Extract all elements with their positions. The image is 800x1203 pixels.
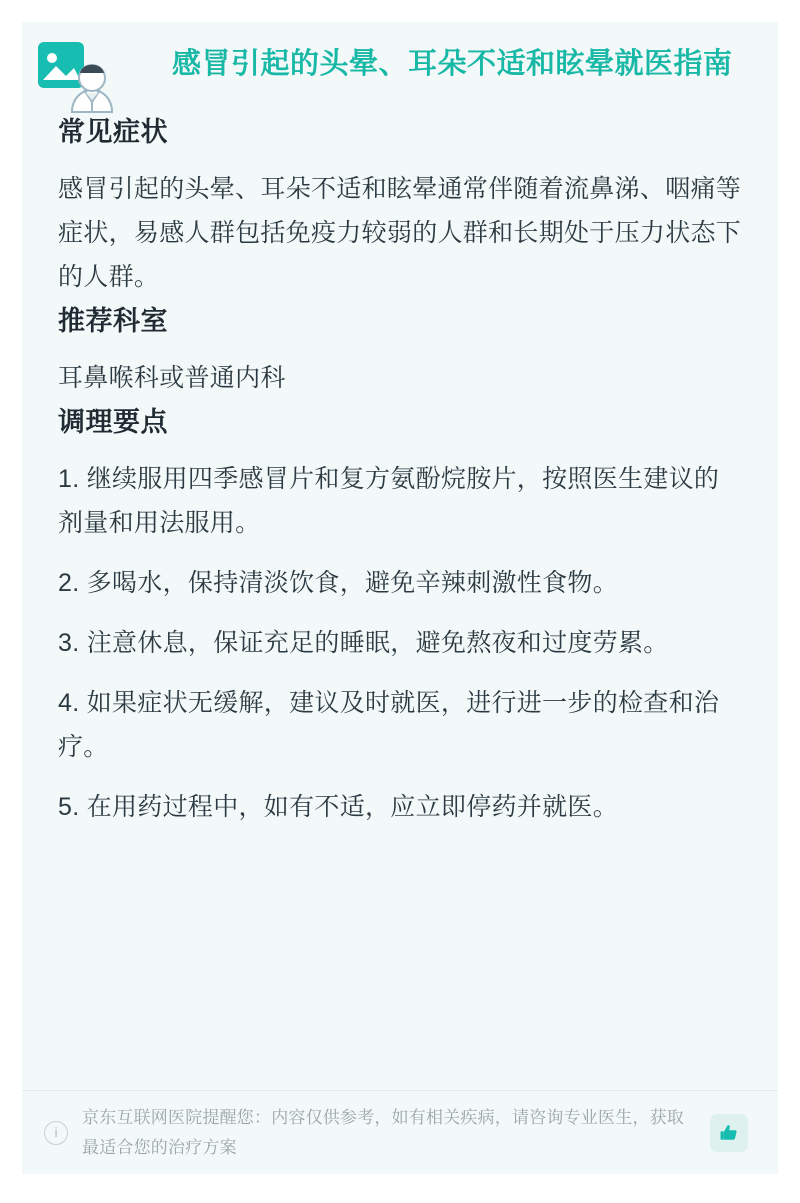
section-heading-symptoms: 常见症状 — [58, 117, 168, 147]
doctor-avatar-icon — [36, 40, 116, 114]
card-header — [58, 22, 742, 110]
department-text: 耳鼻喉科或普通内科 — [58, 364, 286, 392]
list-item: 2. 多喝水，保持清淡饮食，避免辛辣刺激性食物。 — [58, 569, 618, 597]
list-item: 5. 在用药过程中，如有不适，应立即停药并就医。 — [58, 793, 618, 821]
list-item: 1. 继续服用四季感冒片和复方氨酚烷胺片，按照医生建议的剂量和用法服用。 — [58, 465, 720, 537]
symptoms-text: 感冒引起的头晕、耳朵不适和眩晕通常伴随着流鼻涕、咽痛等症状，易感人群包括免疫力较弱的人群和长期处于压力状态下的人群。 — [58, 175, 742, 291]
thumbs-up-icon — [718, 1122, 740, 1144]
section-heading-department: 推荐科室 — [58, 306, 168, 336]
page-title: 感冒引起的头晕、耳朵不适和眩晕就医指南 — [172, 48, 733, 80]
list-item: 3. 注意休息，保证充足的睡眠，避免熬夜和过度劳累。 — [58, 629, 669, 657]
list-item: 4. 如果症状无缓解，建议及时就医，进行进一步的检查和治疗。 — [58, 689, 720, 761]
guide-card — [22, 22, 778, 1174]
thumbs-up-button[interactable] — [710, 1114, 748, 1152]
card-footer — [22, 1090, 778, 1174]
care-list — [58, 457, 742, 829]
disclaimer-text: 京东互联网医院提醒您：内容仅供参考，如有相关疾病，请咨询专业医生，获取最适合您的治疗方案 — [82, 1107, 684, 1157]
info-circle-icon: i — [44, 1121, 68, 1145]
section-heading-care: 调理要点 — [58, 407, 168, 437]
